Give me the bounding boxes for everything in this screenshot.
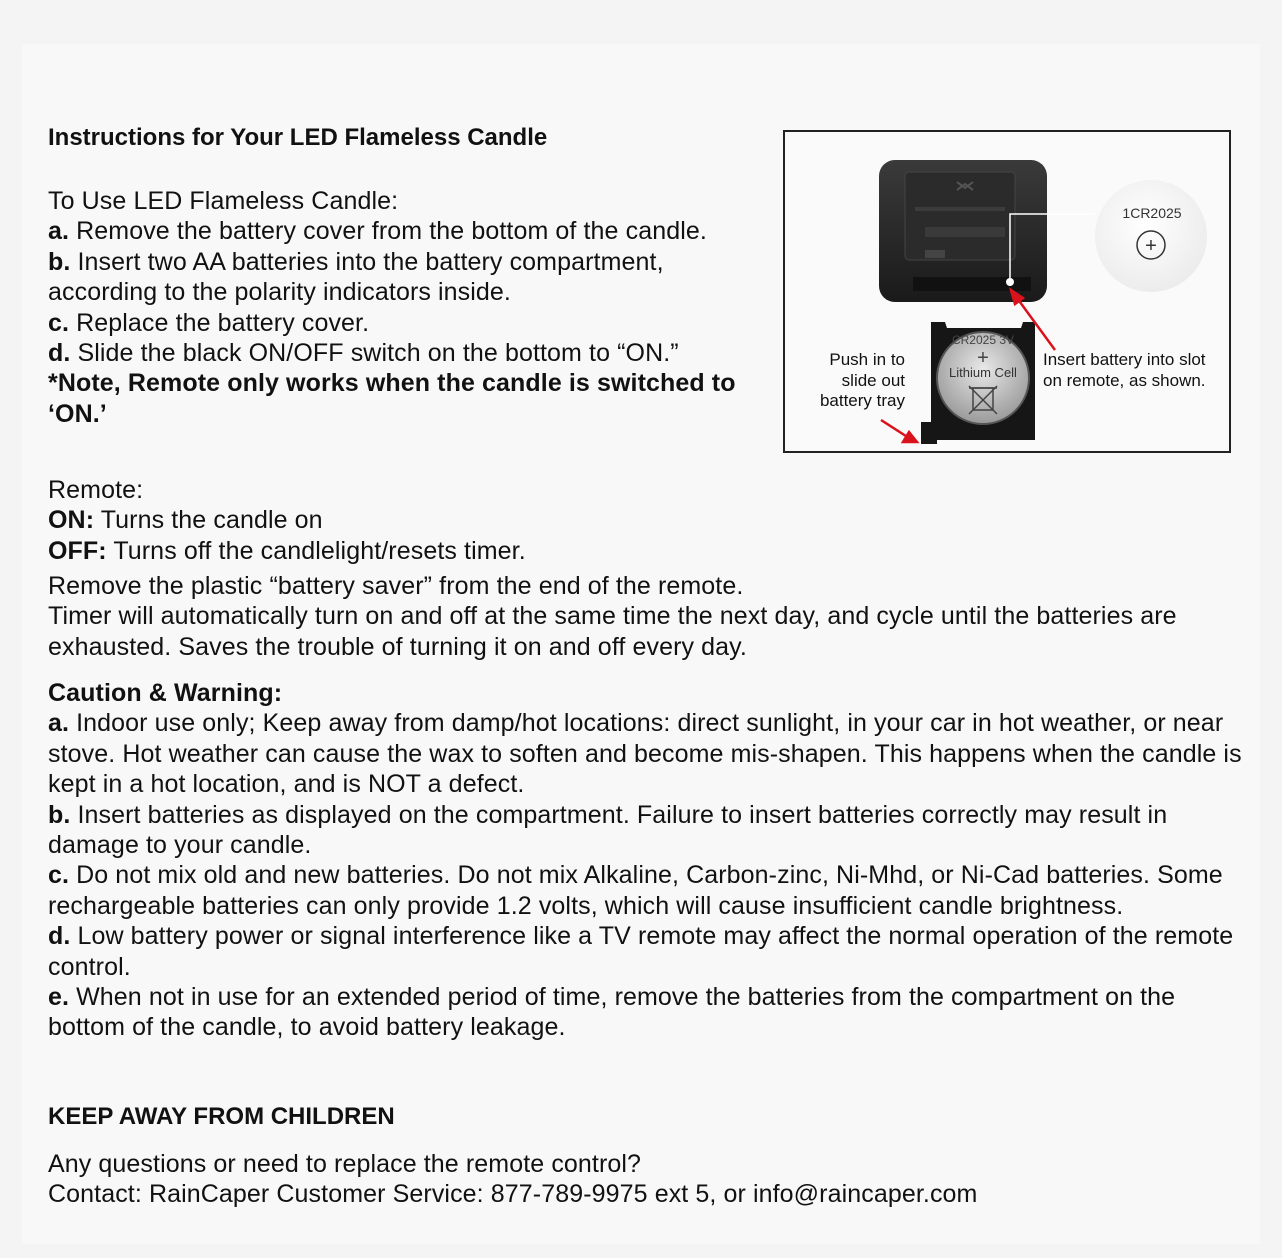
remote-section [48, 475, 1198, 566]
remote-heading: Remote: [48, 476, 144, 504]
caution-a-letter: a. [48, 709, 70, 738]
caption-push-tray: Push in to slide out battery tray [819, 350, 905, 410]
caution-d-letter: d. [48, 922, 71, 951]
caption-insert-battery: Insert battery into slot on remote, as shown. [1043, 350, 1206, 390]
step-b-letter: b. [48, 247, 71, 276]
step-d-text: Slide the black ON/OFF switch on the bottom to “ON.” [70, 339, 679, 368]
remote-off-text: Turns off the candlelight/resets timer. [106, 536, 526, 565]
arrow-push-icon [881, 420, 917, 442]
step-a-letter: a. [48, 217, 70, 246]
caution-section [48, 678, 1248, 1043]
caution-b-text: Insert batteries as displayed on the compartment. Failure to insert batteries correctly may result in damage to your candle. [48, 800, 1168, 860]
step-b-text: Insert two AA batteries into the battery compartment, according to the polarity indicators inside. [48, 247, 664, 307]
page-title: Instructions for Your LED Flameless Candle [48, 124, 548, 151]
caution-heading: Caution & Warning: [48, 679, 283, 707]
cell-type-text: Lithium Cell [949, 365, 1017, 380]
step-a-text: Remove the battery cover from the bottom of the candle. [69, 217, 707, 246]
battery-saver-section [48, 571, 1198, 662]
coin-plus-text: + [1145, 235, 1157, 257]
remote-on-text: Turns the candle on [94, 506, 323, 535]
keep-away-warning: KEEP AWAY FROM CHILDREN [48, 1103, 395, 1130]
cell-plus-text: + [977, 347, 989, 369]
step-c-text: Replace the battery cover. [69, 308, 370, 337]
battery-saver-text: Remove the plastic “battery saver” from the end of the remote. [48, 572, 744, 600]
contact-details: Contact: RainCaper Customer Service: 877-789-9975 ext 5, or info@raincaper.com [48, 1180, 978, 1209]
use-instructions [48, 186, 768, 429]
switch-note: *Note, Remote only works when the candle is switched to ‘ON.’ [48, 369, 736, 428]
coin-model-label: 1CR2025 [1122, 205, 1182, 221]
caution-b-letter: b. [48, 800, 71, 829]
contact-section [48, 1149, 1198, 1210]
use-heading: To Use LED Flameless Candle: [48, 187, 399, 215]
battery-tray-icon [921, 322, 1035, 444]
contact-question: Any questions or need to replace the remote control? [48, 1150, 642, 1178]
timer-text: Timer will automatically turn on and off at the same time the next day, and cycle until the batteries are exhausted. Saves the trouble of turning it on and off every day. [48, 602, 1177, 661]
remote-off-label: OFF: [48, 536, 107, 565]
caution-c-text: Do not mix old and new batteries. Do not mix Alkaline, Carbon-zinc, Ni-Mhd, or Ni-Cad batteries. Some rechargeable batteries can only provide 1.2 volts, which will cause insufficient candle brightness. [48, 861, 1223, 920]
remote-on-label: ON: [48, 506, 95, 535]
step-c-letter: c. [48, 308, 70, 337]
caution-e-letter: e. [48, 983, 70, 1012]
battery-diagram [783, 130, 1231, 453]
step-d-letter: d. [48, 339, 71, 368]
caution-e-text: When not in use for an extended period of time, remove the batteries from the compartment on the bottom of the candle, to avoid battery leakage. [48, 983, 1176, 1042]
cell-model-text: CR2025 3V [951, 333, 1015, 347]
caution-d-text: Low battery power or signal interference like a TV remote may affect the normal operation of the remote control. [48, 922, 1234, 981]
caution-a-text: Indoor use only; Keep away from damp/hot locations: direct sunlight, in your car in hot weather, or near stove. Hot weather can cause the wax to soften and become mis-shapen. This happens when the candle is kept in a hot location, and is NOT a defect. [48, 709, 1242, 799]
caution-c-letter: c. [48, 861, 70, 890]
remote-icon [879, 160, 1047, 302]
